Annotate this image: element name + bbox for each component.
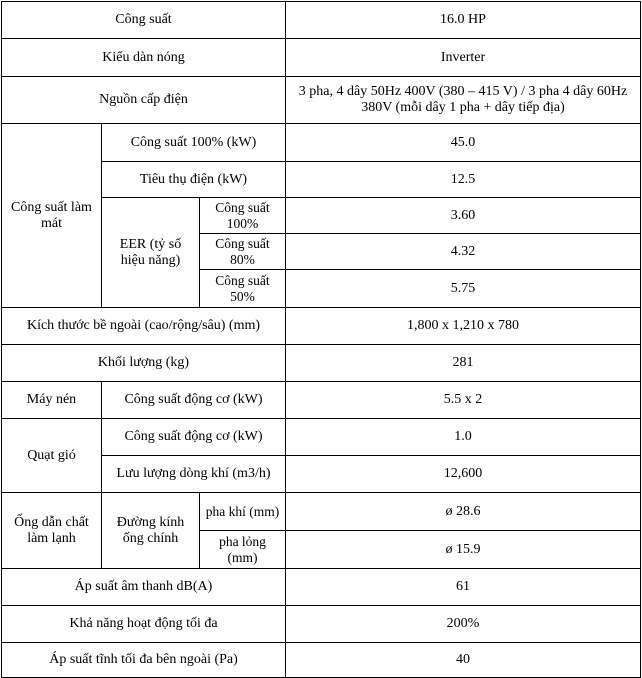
dimensions-value: 1,800 x 1,210 x 780 <box>286 308 641 345</box>
eer-80-value: 4.32 <box>286 234 641 270</box>
cooling-group-label: Công suất làm mát <box>2 124 102 308</box>
table-row <box>2 39 641 77</box>
piping-sub-label: Đường kính ống chính <box>102 493 200 569</box>
gas-pipe-value: ø 28.6 <box>286 493 641 531</box>
table-row <box>2 382 641 419</box>
liquid-pipe-value: ø 15.9 <box>286 531 641 569</box>
fan-airflow-label: Lưu lượng dòng khí (m3/h) <box>102 456 286 493</box>
fan-motor-value: 1.0 <box>286 419 641 456</box>
eer-100-label: Công suất 100% <box>200 198 286 234</box>
gas-pipe-label: pha khí (mm) <box>200 493 286 531</box>
fan-motor-label: Công suất động cơ (kW) <box>102 419 286 456</box>
compressor-motor-label: Công suất động cơ (kW) <box>102 382 286 419</box>
compressor-motor-value: 5.5 x 2 <box>286 382 641 419</box>
compressor-group-label: Máy nén <box>2 382 102 419</box>
table-row <box>2 124 641 162</box>
capacity-hp-label: Công suất <box>2 2 286 39</box>
eer-100-value: 3.60 <box>286 198 641 234</box>
static-pressure-label: Áp suất tĩnh tối đa bên ngoài (Pa) <box>2 643 286 678</box>
table-row <box>2 606 641 643</box>
spec-table <box>1 1 641 678</box>
eer-50-value: 5.75 <box>286 270 641 308</box>
cooling-capacity-value: 45.0 <box>286 124 641 162</box>
dimensions-label: Kích thước bề ngoài (cao/rộng/sâu) (mm) <box>2 308 286 345</box>
sound-pressure-value: 61 <box>286 569 641 606</box>
static-pressure-value: 40 <box>286 643 641 678</box>
power-consumption-value: 12.5 <box>286 162 641 198</box>
fan-airflow-value: 12,600 <box>286 456 641 493</box>
eer-80-label: Công suất 80% <box>200 234 286 270</box>
table-row <box>2 345 641 382</box>
fan-group-label: Quạt gió <box>2 419 102 493</box>
table-row <box>2 493 641 531</box>
power-supply-value: 3 pha, 4 dây 50Hz 400V (380 – 415 V) / 3 pha 4 dây 60Hz 380V (mỗi dây 1 pha + dây tiếp địa) <box>286 77 641 124</box>
eer-label: EER (tỷ số hiệu năng) <box>102 198 200 308</box>
sound-pressure-label: Áp suất âm thanh dB(A) <box>2 569 286 606</box>
table-row <box>2 569 641 606</box>
table-row <box>2 77 641 124</box>
liquid-pipe-label: pha lỏng (mm) <box>200 531 286 569</box>
table-row <box>2 419 641 456</box>
table-row <box>2 308 641 345</box>
eer-50-label: Công suất 50% <box>200 270 286 308</box>
weight-value: 281 <box>286 345 641 382</box>
piping-group-label: Ống dẫn chất làm lạnh <box>2 493 102 569</box>
capacity-hp-value: 16.0 HP <box>286 2 641 39</box>
power-supply-label: Nguồn cấp điện <box>2 77 286 124</box>
power-consumption-label: Tiêu thụ điện (kW) <box>102 162 286 198</box>
table-row <box>2 643 641 678</box>
weight-label: Khối lượng (kg) <box>2 345 286 382</box>
operation-range-value: 200% <box>286 606 641 643</box>
cooling-capacity-label: Công suất 100% (kW) <box>102 124 286 162</box>
outdoor-type-value: Inverter <box>286 39 641 77</box>
table-row <box>2 2 641 39</box>
operation-range-label: Khả năng hoạt động tối đa <box>2 606 286 643</box>
outdoor-type-label: Kiểu dàn nóng <box>2 39 286 77</box>
